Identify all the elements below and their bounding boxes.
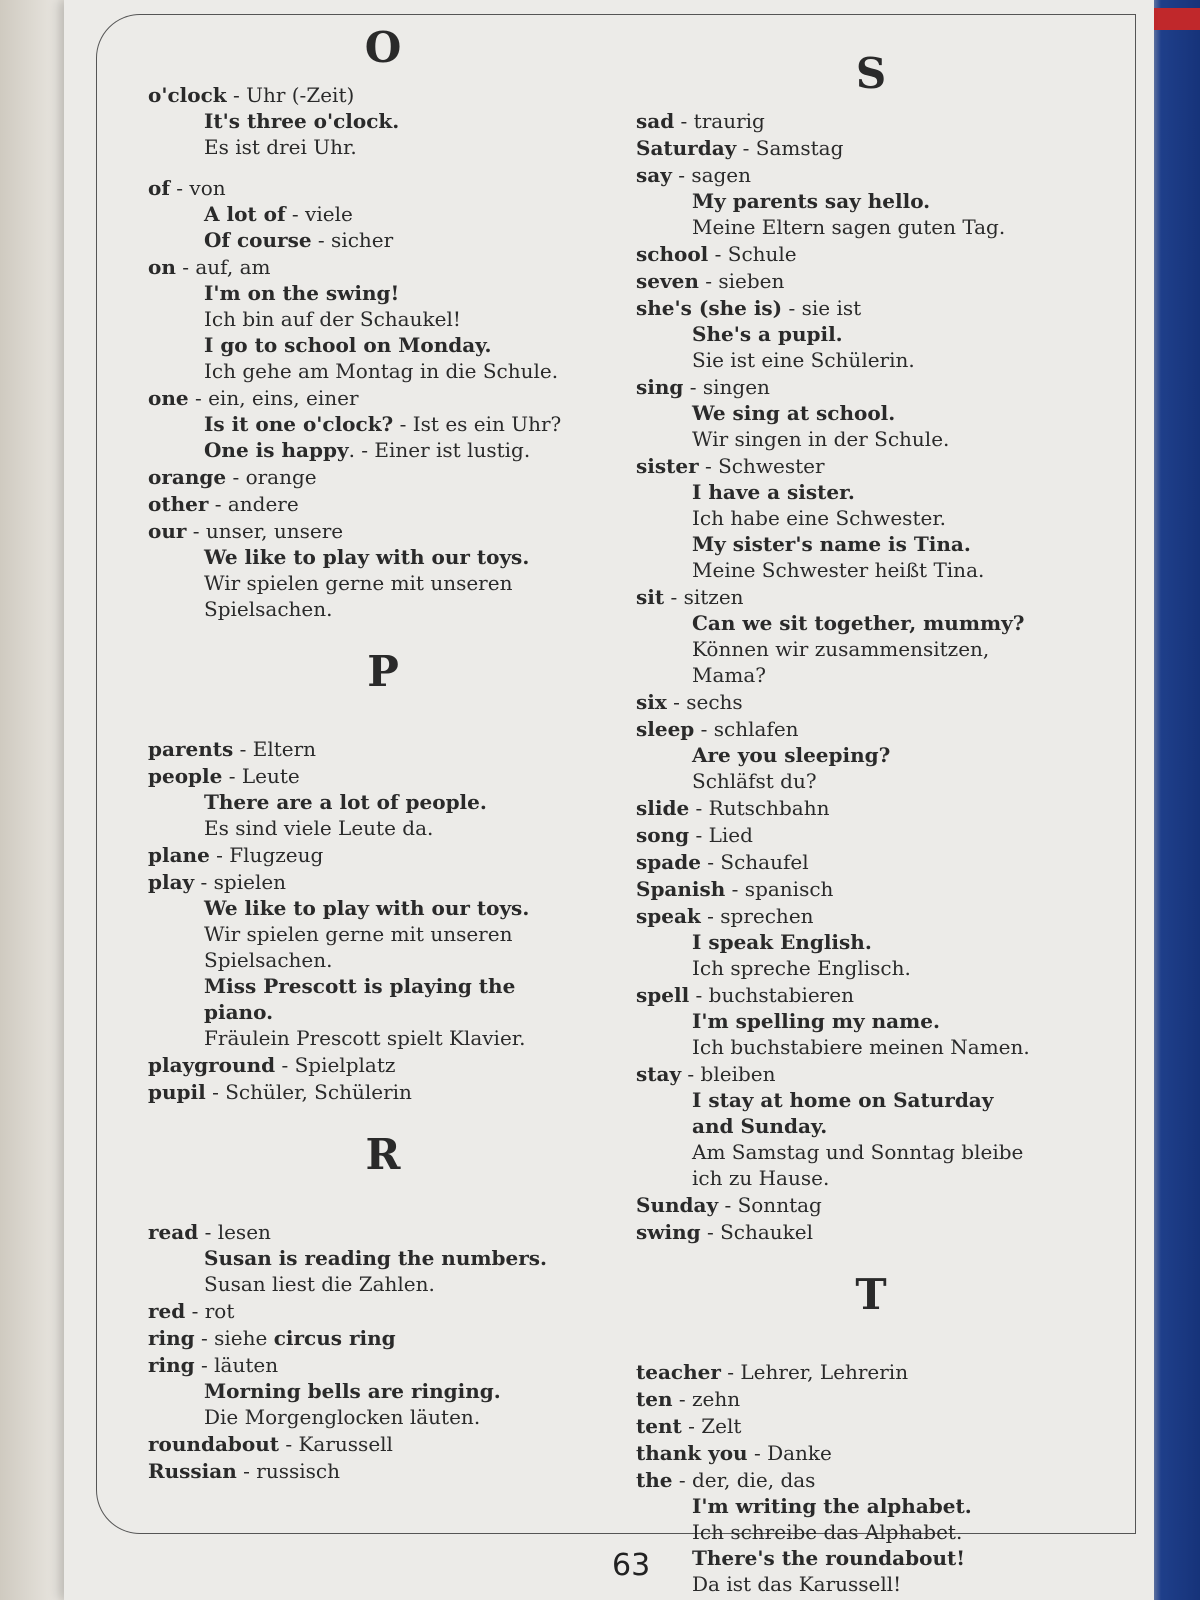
section-letter: R — [365, 1130, 401, 1179]
headword: say — [636, 163, 672, 187]
dictionary-entry — [148, 385, 618, 411]
translation: - Lehrer, Lehrerin — [720, 1360, 909, 1384]
dictionary-entry — [148, 763, 618, 789]
example-phrase — [148, 201, 618, 227]
example-german: Sie ist eine Schülerin. — [692, 348, 915, 372]
example-english: There's the roundabout! — [692, 1546, 966, 1570]
translation: - unser, unsere — [186, 519, 344, 543]
dictionary-entry — [636, 584, 1106, 610]
dictionary-entry — [148, 254, 618, 280]
section-letter: T — [855, 1270, 887, 1319]
translation: - auf, am — [175, 255, 271, 279]
example-english: My sister's name is Tina. — [692, 532, 971, 556]
phrase-english: Is it one o'clock? — [204, 412, 394, 436]
example-english: It's three o'clock. — [204, 109, 400, 133]
dictionary-entry — [636, 1061, 1106, 1087]
example-english: Are you sleeping? — [692, 743, 891, 767]
dictionary-entry — [148, 1352, 618, 1378]
dictionary-entry — [636, 903, 1106, 929]
dictionary-entry — [636, 689, 1106, 715]
translation: - Zelt — [681, 1414, 742, 1438]
dictionary-entry — [636, 1413, 1106, 1439]
translation: - Schüler, Schülerin — [205, 1080, 412, 1104]
headword: Sunday — [636, 1193, 719, 1217]
section-letter: S — [855, 49, 887, 98]
headword: pupil — [148, 1080, 206, 1104]
translation: - Rutschbahn — [689, 796, 830, 820]
example-english: We like to play with our toys. — [204, 896, 530, 920]
dictionary-entry — [636, 295, 1106, 321]
example-german: Mama? — [692, 663, 767, 687]
cover-red-stripe — [1150, 8, 1200, 30]
example-english: I have a sister. — [692, 480, 855, 504]
example-english: I go to school on Monday. — [204, 333, 492, 357]
translation: - Karussell — [279, 1432, 393, 1456]
translation: - Schwester — [698, 454, 825, 478]
translation: - spielen — [194, 870, 287, 894]
example-german: ich zu Hause. — [692, 1166, 830, 1190]
headword: sleep — [636, 717, 695, 741]
example-english: I stay at home on Saturday — [692, 1088, 994, 1112]
example-german: Ich gehe am Montag in die Schule. — [204, 359, 559, 383]
example-german: Da ist das Karussell! — [692, 1572, 902, 1596]
example-english: I'm spelling my name. — [692, 1009, 940, 1033]
translation: - ein, eins, einer — [188, 386, 359, 410]
dictionary-entry — [148, 1079, 618, 1105]
dictionary-entry — [636, 453, 1106, 479]
example-german: Es ist drei Uhr. — [204, 135, 357, 159]
example-german: Wir spielen gerne mit unseren — [204, 571, 513, 595]
dictionary-entry — [636, 1359, 1106, 1385]
translation: - sieben — [698, 269, 785, 293]
headword: school — [636, 242, 709, 266]
headword: teacher — [636, 1360, 721, 1384]
dictionary-entry — [636, 1386, 1106, 1412]
dictionary-entry — [636, 1440, 1106, 1466]
dictionary-entry — [148, 1219, 618, 1245]
translation: - Schaufel — [700, 850, 809, 874]
dictionary-entry — [636, 876, 1106, 902]
translation: - sagen — [671, 163, 752, 187]
dictionary-entry — [636, 108, 1106, 134]
example-english: She's a pupil. — [692, 322, 843, 346]
translation: - schlafen — [694, 717, 799, 741]
example-german: Spielsachen. — [204, 948, 333, 972]
dictionary-entry — [636, 982, 1106, 1008]
dictionary-page — [64, 0, 1154, 1600]
example-german: Fräulein Prescott spielt Klavier. — [204, 1026, 526, 1050]
translation: - der, die, das — [672, 1468, 816, 1492]
phrase-translation: - sicher — [311, 228, 394, 252]
example-english: My parents say hello. — [692, 189, 931, 213]
section-letter: P — [367, 647, 399, 696]
dictionary-entry — [148, 1431, 618, 1457]
headword: swing — [636, 1220, 701, 1244]
dictionary-entry — [148, 869, 618, 895]
headword: red — [148, 1299, 186, 1323]
headword: on — [148, 255, 176, 279]
translation: - traurig — [674, 109, 765, 133]
headword: sad — [636, 109, 675, 133]
dictionary-entry — [148, 464, 618, 490]
translation: - bleiben — [681, 1062, 776, 1086]
right-column — [636, 44, 1106, 1597]
translation: - von — [169, 176, 226, 200]
headword: o'clock — [148, 83, 227, 107]
headword: ring — [148, 1353, 195, 1377]
headword: read — [148, 1220, 199, 1244]
phrase-english: A lot of — [204, 202, 286, 226]
dictionary-entry — [148, 736, 618, 762]
example-english: piano. — [204, 1000, 274, 1024]
phrase-translation: . - Einer ist lustig. — [348, 438, 531, 462]
phrase-translation: - Ist es ein Uhr? — [393, 412, 562, 436]
example-german: Ich habe eine Schwester. — [692, 506, 947, 530]
translation: - Flugzeug — [209, 843, 324, 867]
headword: song — [636, 823, 690, 847]
dictionary-entry — [636, 1219, 1106, 1245]
headword: sister — [636, 454, 699, 478]
headword: six — [636, 690, 667, 714]
example-phrase — [148, 411, 618, 437]
translation: - buchstabieren — [689, 983, 854, 1007]
translation: - Sonntag — [718, 1193, 822, 1217]
headword: sing — [636, 375, 684, 399]
headword: seven — [636, 269, 699, 293]
translation: - läuten — [194, 1353, 279, 1377]
section-letter: O — [364, 23, 402, 72]
cross-reference: circus ring — [273, 1326, 396, 1350]
dictionary-entry — [636, 822, 1106, 848]
example-german: Können wir zusammensitzen, — [692, 637, 990, 661]
headword: Russian — [148, 1459, 237, 1483]
translation: - Samstag — [736, 136, 844, 160]
translation: - siehe — [194, 1326, 274, 1350]
headword: of — [148, 176, 170, 200]
example-phrase — [148, 227, 618, 253]
dictionary-entry — [636, 849, 1106, 875]
headword: stay — [636, 1062, 682, 1086]
example-english: Morning bells are ringing. — [204, 1379, 501, 1403]
spacer — [148, 160, 618, 174]
headword: play — [148, 870, 195, 894]
example-english: I speak English. — [692, 930, 872, 954]
headword: Spanish — [636, 877, 726, 901]
dictionary-entry — [636, 241, 1106, 267]
dictionary-entry — [636, 1192, 1106, 1218]
phrase-english: One is happy — [204, 438, 349, 462]
example-german: Es sind viele Leute da. — [204, 816, 434, 840]
headword: thank you — [636, 1441, 748, 1465]
translation: - sitzen — [664, 585, 744, 609]
example-german: Spielsachen. — [204, 597, 333, 621]
phrase-translation: - viele — [285, 202, 353, 226]
headword: the — [636, 1468, 673, 1492]
translation: - singen — [683, 375, 770, 399]
headword: roundabout — [148, 1432, 280, 1456]
translation: - spanisch — [725, 877, 834, 901]
example-english: Miss Prescott is playing the — [204, 974, 516, 998]
translation: - andere — [208, 492, 299, 516]
headword: slide — [636, 796, 690, 820]
example-german: Ich buchstabiere meinen Namen. — [692, 1035, 1030, 1059]
headword: one — [148, 386, 189, 410]
headword: spell — [636, 983, 690, 1007]
translation: - Danke — [747, 1441, 832, 1465]
example-english: We like to play with our toys. — [204, 545, 530, 569]
example-german: Ich bin auf der Schaukel! — [204, 307, 461, 331]
example-german: Meine Schwester heißt Tina. — [692, 558, 985, 582]
example-german: Am Samstag und Sonntag bleibe — [692, 1140, 1024, 1164]
translation: - Schule — [708, 242, 797, 266]
translation: - russisch — [236, 1459, 340, 1483]
translation: - rot — [185, 1299, 235, 1323]
dictionary-entry — [636, 1467, 1106, 1493]
headword: ten — [636, 1387, 673, 1411]
translation: - sechs — [666, 690, 743, 714]
example-german: Die Morgenglocken läuten. — [204, 1405, 481, 1429]
example-german: Wir spielen gerne mit unseren — [204, 922, 513, 946]
translation: - sprechen — [700, 904, 814, 928]
dictionary-entry — [148, 842, 618, 868]
headword: ring — [148, 1326, 195, 1350]
example-german: Meine Eltern sagen guten Tag. — [692, 215, 1006, 239]
dictionary-entry — [148, 1052, 618, 1078]
translation: - zehn — [672, 1387, 741, 1411]
example-english: Susan is reading the numbers. — [204, 1246, 547, 1270]
dictionary-entry — [148, 491, 618, 517]
translation: - orange — [226, 465, 317, 489]
example-english: and Sunday. — [692, 1114, 828, 1138]
headword: speak — [636, 904, 701, 928]
headword: our — [148, 519, 187, 543]
translation: - lesen — [198, 1220, 271, 1244]
example-english: We sing at school. — [692, 401, 896, 425]
dictionary-entry — [148, 1298, 618, 1324]
translation: - Leute — [222, 764, 300, 788]
page-number: 63 — [612, 1548, 651, 1583]
dictionary-entry — [148, 1325, 618, 1351]
headword: orange — [148, 465, 227, 489]
dictionary-entry — [636, 135, 1106, 161]
left-column — [148, 18, 618, 1484]
translation: - Spielplatz — [275, 1053, 396, 1077]
translation: - Uhr (-Zeit) — [226, 83, 355, 107]
headword: spade — [636, 850, 701, 874]
phrase-english: Of course — [204, 228, 312, 252]
example-german: Ich spreche Englisch. — [692, 956, 911, 980]
example-german: Susan liest die Zahlen. — [204, 1272, 435, 1296]
example-german: Schläfst du? — [692, 769, 817, 793]
example-english: I'm writing the alphabet. — [692, 1494, 972, 1518]
translation: - Lied — [689, 823, 753, 847]
dictionary-entry — [148, 82, 618, 108]
example-phrase — [148, 437, 618, 463]
example-english: Can we sit together, mummy? — [692, 611, 1025, 635]
headword: playground — [148, 1053, 276, 1077]
dictionary-entry — [148, 1458, 618, 1484]
dictionary-entry — [636, 268, 1106, 294]
dictionary-entry — [636, 374, 1106, 400]
headword: people — [148, 764, 223, 788]
dictionary-entry — [636, 162, 1106, 188]
headword: parents — [148, 737, 234, 761]
translation: - sie ist — [782, 296, 862, 320]
headword: other — [148, 492, 209, 516]
headword: she's (she is) — [636, 296, 783, 320]
headword: tent — [636, 1414, 682, 1438]
dictionary-entry — [148, 518, 618, 544]
example-german: Ich schreibe das Alphabet. — [692, 1520, 963, 1544]
headword: sit — [636, 585, 665, 609]
example-english: There are a lot of people. — [204, 790, 487, 814]
dictionary-entry — [148, 175, 618, 201]
headword: Saturday — [636, 136, 737, 160]
headword: plane — [148, 843, 210, 867]
translation: - Eltern — [233, 737, 317, 761]
translation: - Schaukel — [700, 1220, 814, 1244]
example-german: Wir singen in der Schule. — [692, 427, 950, 451]
example-english: I'm on the swing! — [204, 281, 400, 305]
dictionary-entry — [636, 716, 1106, 742]
dictionary-entry — [636, 795, 1106, 821]
